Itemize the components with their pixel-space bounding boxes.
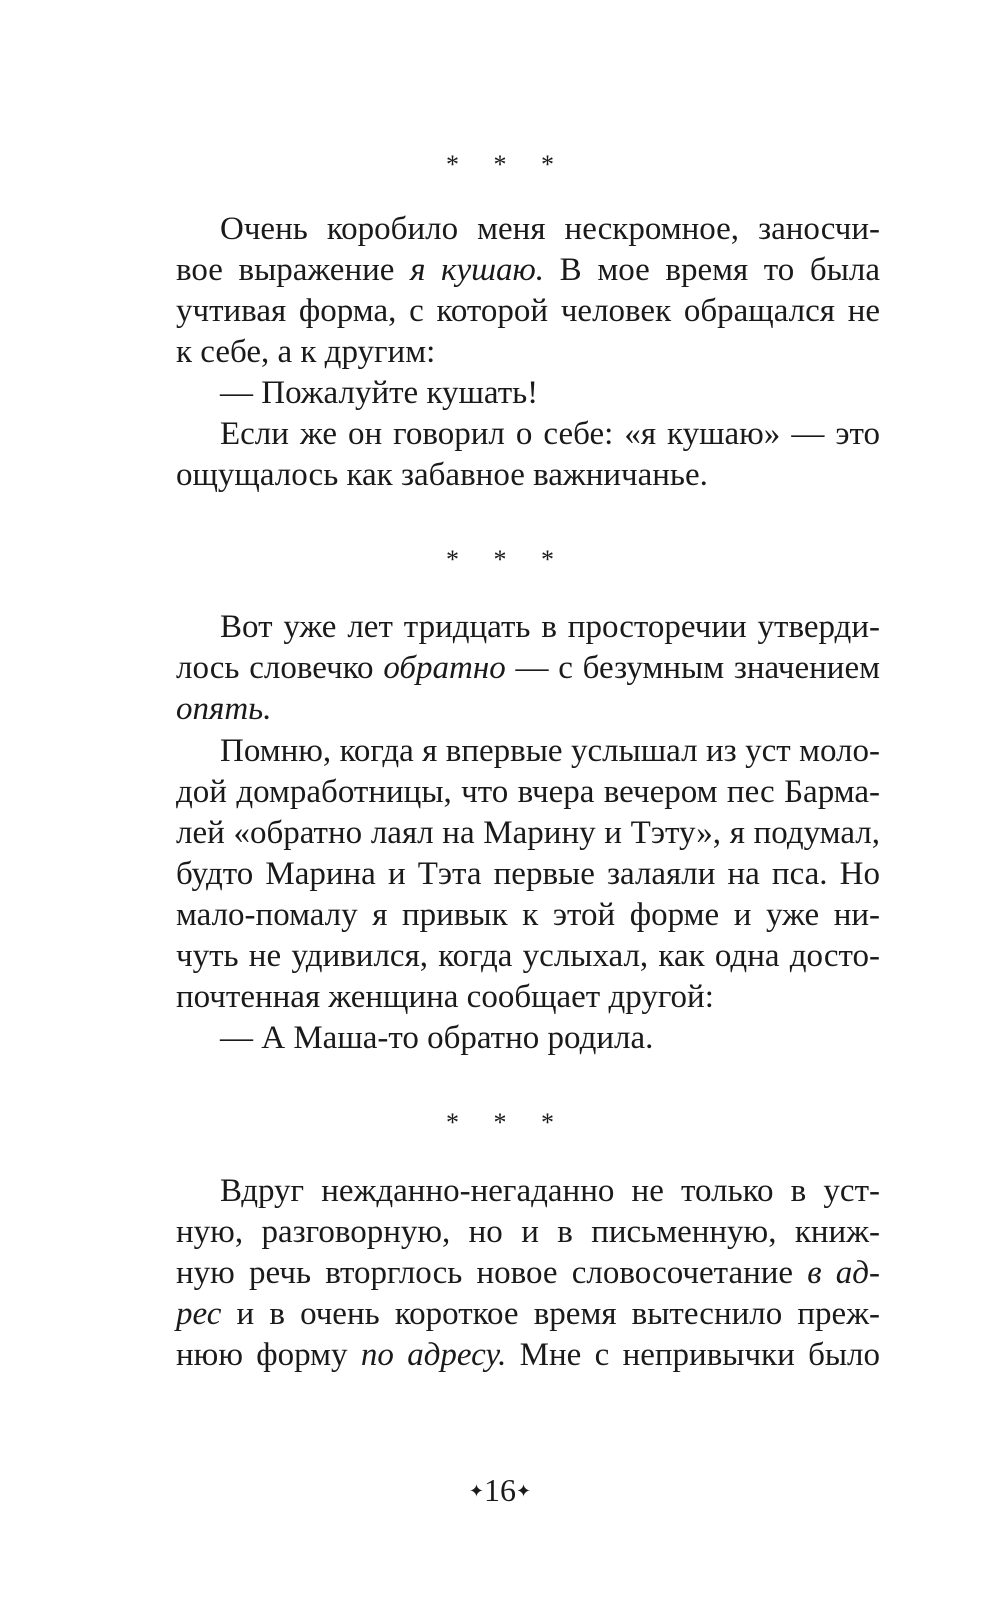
text-run: ную речь вторглось новое словосочетание: [176, 1255, 808, 1291]
ornament-right-icon: ✦: [516, 1481, 532, 1501]
text-run: нюю форму: [176, 1337, 361, 1373]
text-line: [176, 1294, 880, 1334]
text-line: [176, 1253, 880, 1293]
text-line: лей «обратно лаял на Марину и Тэту», я подумал,: [176, 815, 880, 851]
text-line: учтивая форма, с которой человек обращался не: [176, 293, 880, 329]
text-line: [176, 689, 880, 729]
text-line: Вдруг нежданно-негаданно не только в уст-: [220, 1173, 880, 1209]
dialogue-line: — А Маша-то обратно родила.: [220, 1020, 654, 1056]
italic-term: по адресу.: [360, 1337, 507, 1373]
page-number: 16: [484, 1472, 516, 1508]
section-separator: * * *: [446, 150, 568, 179]
italic-term: рес: [176, 1296, 222, 1332]
text-run: В мое время то была: [544, 252, 880, 288]
ornament-left-icon: ✦: [468, 1481, 484, 1501]
text-line: [176, 648, 880, 688]
text-line: Вот уже лет тридцать в просторечии утверди-: [220, 609, 880, 645]
text-run: вое выражение: [176, 252, 411, 288]
text-run: — с безумным значением: [505, 650, 880, 686]
italic-term: опять.: [176, 691, 272, 727]
text-line: чуть не удивился, когда услыхал, как одна досто-: [176, 938, 880, 974]
section-separator: * * *: [446, 1108, 568, 1137]
text-run: и в очень короткое время вытеснило преж-: [221, 1296, 880, 1332]
dialogue-line: — Пожалуйте кушать!: [220, 375, 539, 411]
text-line: мало-помалу я привык к этой форме и уже ни-: [176, 897, 880, 933]
page-folio: [0, 1470, 1000, 1511]
italic-term: обратно: [383, 650, 506, 686]
text-line: будто Марина и Тэта первые залаяли на пса. Но: [176, 856, 880, 892]
section-separator: * * *: [446, 545, 568, 574]
text-line: Помню, когда я впервые услышал из уст моло-: [220, 733, 880, 769]
text-run: лось словечко: [176, 650, 384, 686]
text-line: [176, 1335, 880, 1375]
text-line: Очень коробило меня нескромное, заносчи-: [220, 211, 880, 247]
text-line: к себе, а к другим:: [176, 334, 436, 370]
italic-term: я кушаю.: [410, 252, 545, 288]
text-line: ощущалось как забавное важничанье.: [176, 457, 708, 493]
text-line: почтенная женщина сообщает другой:: [176, 979, 714, 1015]
text-line: ную, разговорную, но и в письменную, книж-: [176, 1214, 880, 1250]
italic-term: в ад-: [807, 1255, 880, 1291]
text-line: Если же он говорил о себе: «я кушаю» — это: [220, 416, 880, 452]
text-run: Мне с непривычки было: [506, 1337, 880, 1373]
text-line: [176, 250, 880, 290]
text-line: дой домработницы, что вчера вечером пес Барма-: [176, 774, 880, 810]
